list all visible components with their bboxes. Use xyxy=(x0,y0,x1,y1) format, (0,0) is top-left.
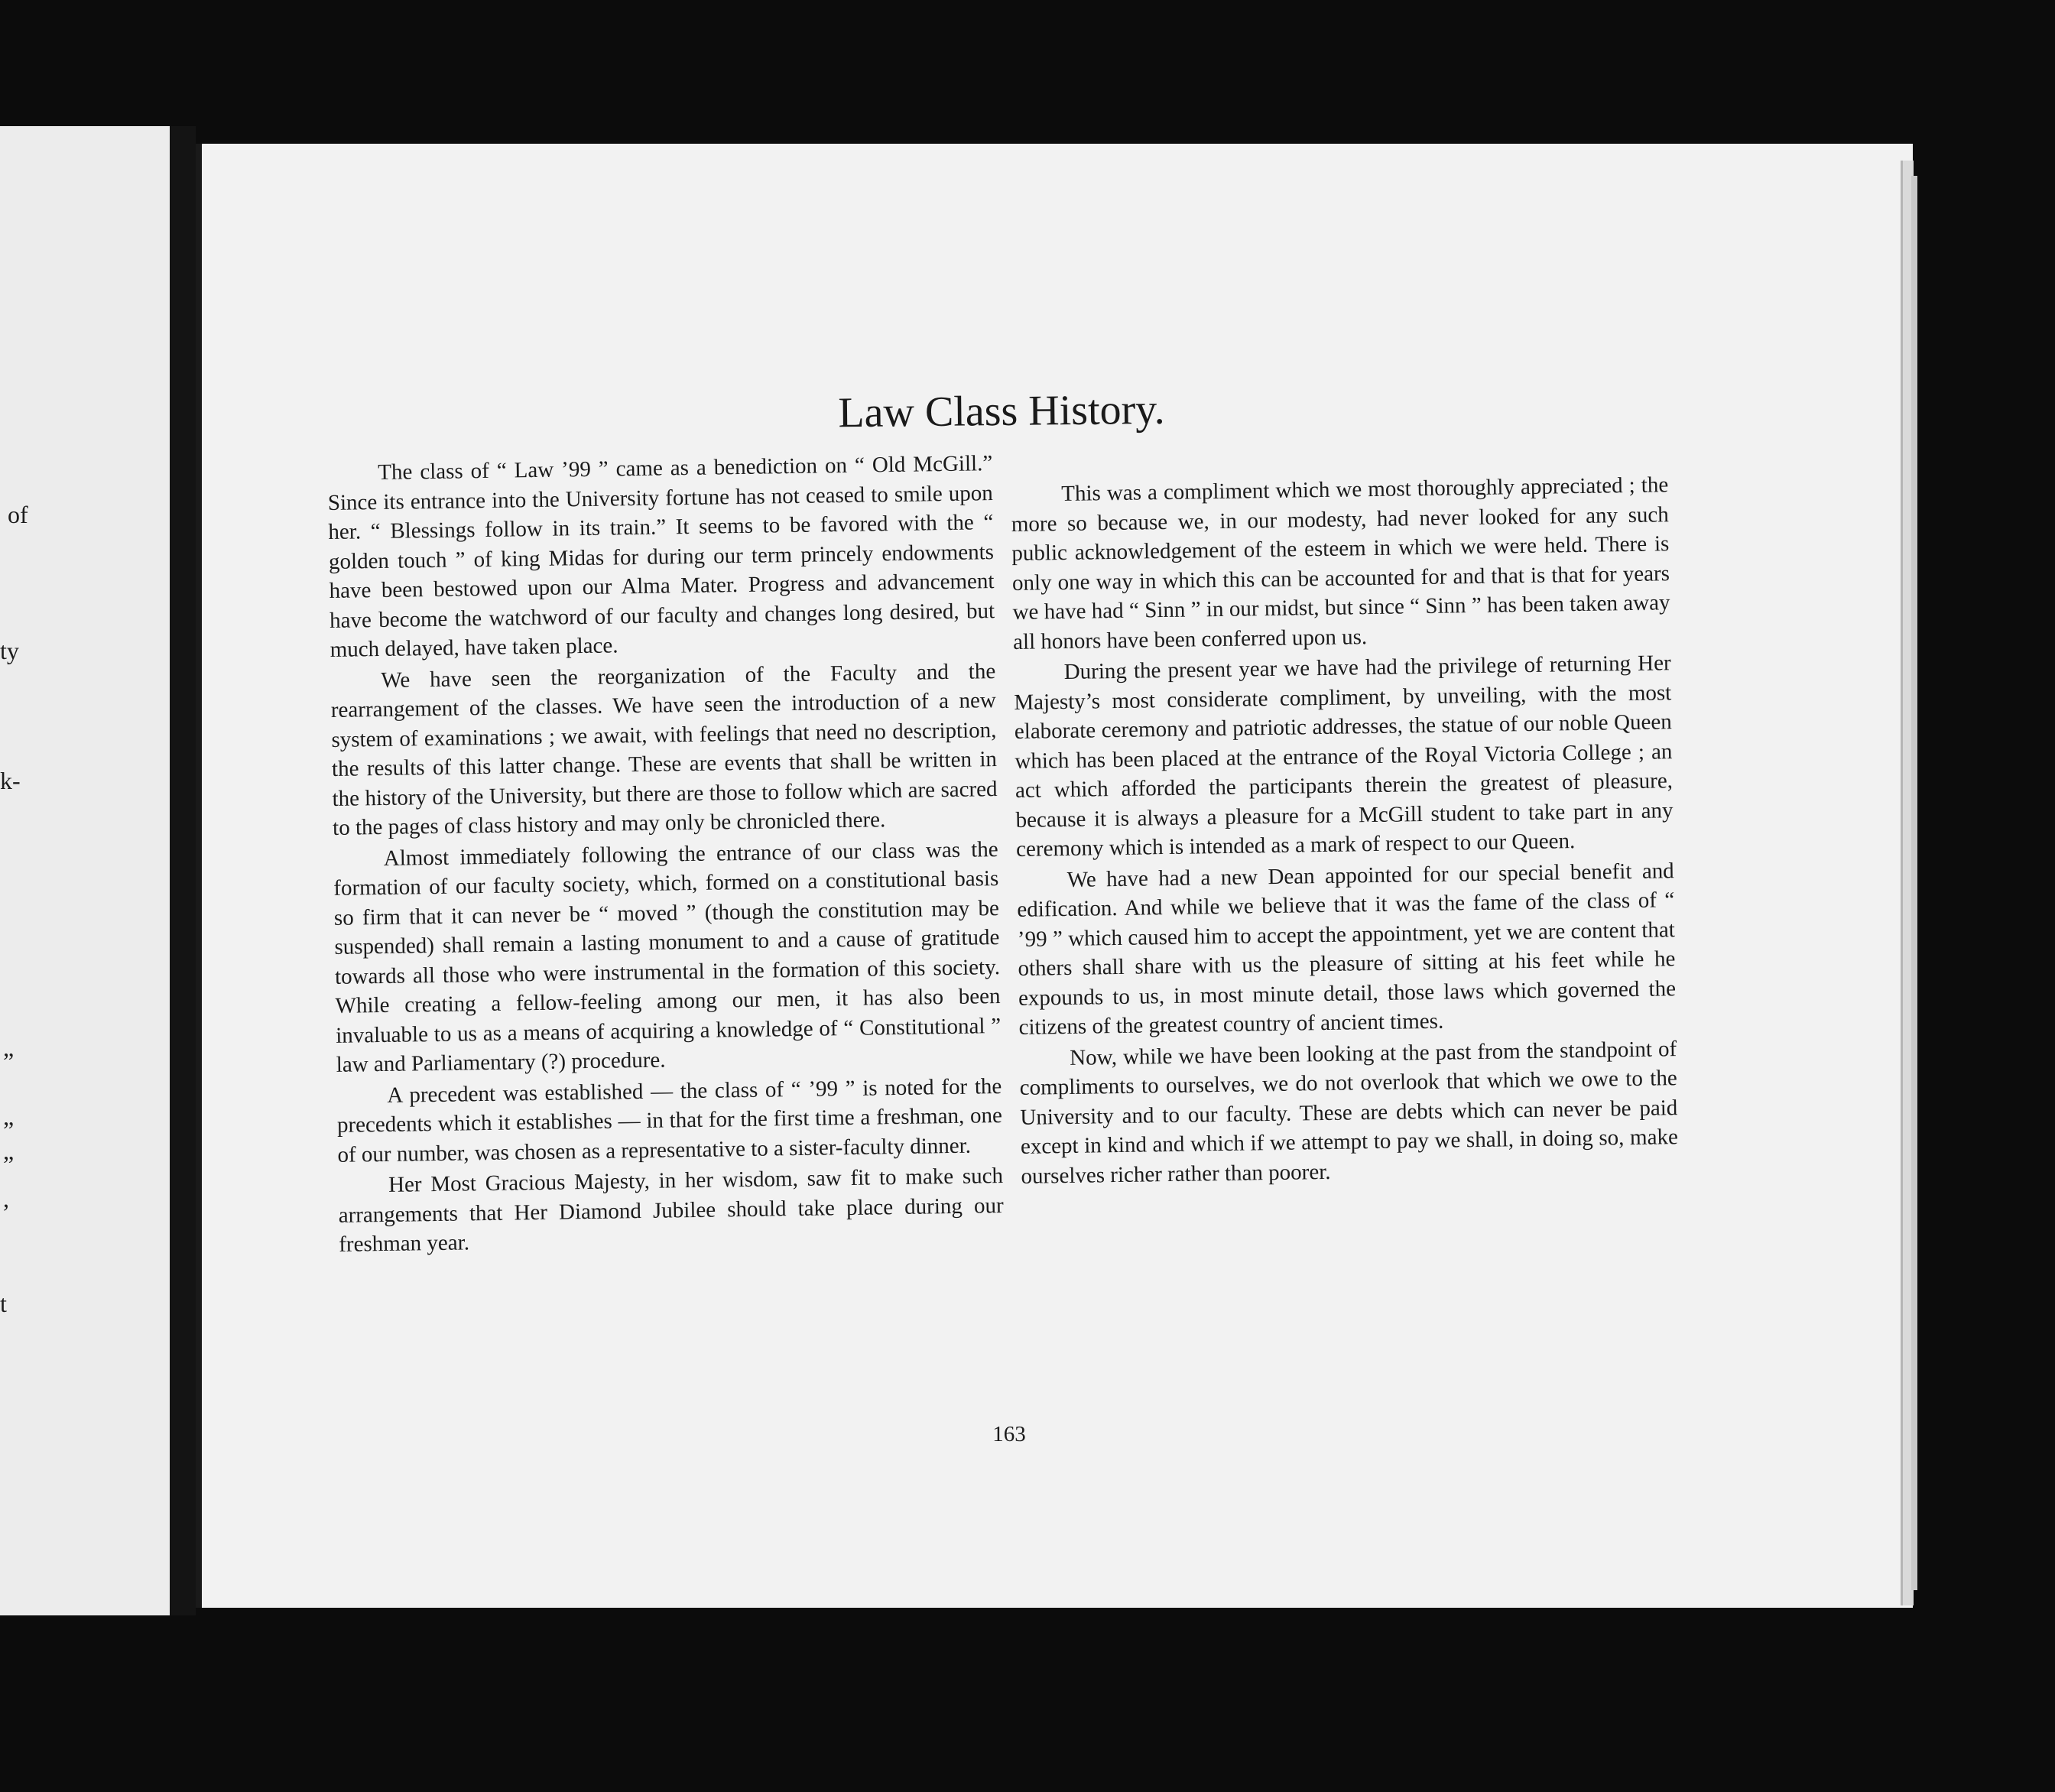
left-page-fragment: t xyxy=(0,1290,7,1317)
left-page-fragment: , xyxy=(3,1185,9,1213)
paragraph: This was a compliment which we most thoroughly appreciated ; the more so because we, in our modesty, had never looked for any such public acknowledgement of the esteem in which we were held. There is only one way in which this can be accounted for and that is that for years we have had “ Sinn ” in our midst, but since “ Sinn ” has been taken away all honors have been conferred upon us. xyxy=(1011,472,1670,654)
left-page-fragment: ” xyxy=(3,1151,15,1178)
article-title: Law Class History. xyxy=(838,385,1165,437)
paragraph: Now, while we have been looking at the past from the standpoint of compliments to ourselves, we do not overlook that which we owe to the University and to our faculty. These are debts which can never be paid except in kind and which if we attempt to pay we shall, in doing so, make ourselves richer rather than poorer. xyxy=(1019,1036,1679,1189)
left-page-fragment: k- xyxy=(0,767,21,794)
paragraph: A precedent was established — the class of “ ’99 ” is noted for the precedents which it establishes — in that for the first time a freshman, one of our number, was chosen as a representative to a sister-faculty dinner. xyxy=(336,1073,1003,1167)
left-page-fragment: ” xyxy=(3,1047,15,1075)
left-page-fragment: ty xyxy=(0,637,19,664)
paragraph: The class of “ Law ’99 ” came as a benediction on “ Old McGill.” Since its entrance into the University fortune has not ceased to smile upon her. “ Blessings follow in its train.” It seems to be favored with the “ golden touch ” of king Midas for during our term princely endowments have been bestowed upon our Alma Mater. Progress and advancement have become the watchword of our faculty and changes long desired, but much delayed, have taken place. xyxy=(327,451,995,662)
left-page-fragment: ” xyxy=(3,1116,15,1144)
left-column xyxy=(327,449,1004,1261)
page-edge xyxy=(1911,176,1917,1590)
right-column xyxy=(1011,470,1679,1193)
paragraph: Her Most Gracious Majesty, in her wisdom, saw fit to make such arrangements that Her Diamond Jubilee should take place during our freshman year. xyxy=(338,1163,1004,1257)
paragraph: We have had a new Dean appointed for our special benefit and edification. And while we believe that it was the fame of the class of “ ’99 ” which caused him to accept the appointment, yet we are content that others shall share with us the pleasure of sitting at his feet while he expounds to us, in most minute detail, those laws which governed the citizens of the greatest country of ancient times. xyxy=(1017,858,1677,1040)
paragraph: During the present year we have had the privilege of returning Her Majesty’s most considerate compliment, by unveiling, with the most elaborate ceremony and patriotic addresses, the statue of our noble Queen which has been placed at the entrance of the Royal Victoria College ; an act which afforded the participants therein the greatest of pleasure, because it is always a pleasure for a McGill student to take part in any ceremony which is intended as a mark of respect to our Queen. xyxy=(1014,651,1674,862)
left-page-fragment: of xyxy=(8,501,28,528)
paragraph: Almost immediately following the entrance of our class was the formation of our faculty society, which, formed on a constitutional basis so firm that it can never be “ moved ” (though the constitution may be suspended) shall remain a lasting monument to and a cause of gratitude towards all those who were instrumental in the formation of this society. While creating a fellow-feeling among our men, it has also been invaluable to us as a means of acquiring a knowledge of “ Constitutional ” law and Parliamentary (?) procedure. xyxy=(333,836,1002,1077)
left-page-edge xyxy=(0,126,170,1615)
book-gutter xyxy=(170,126,196,1615)
paragraph: We have seen the reorganization of the Faculty and the rearrangement of the classes. We have seen the introduction of a new system of examinations ; we await, with feelings that need no description, the results of this latter change. These are events that shall be written in the history of the University, but there are those to follow which are sacred to the pages of class history and may only be chronicled there. xyxy=(330,658,998,840)
page-number: 163 xyxy=(992,1422,1026,1446)
